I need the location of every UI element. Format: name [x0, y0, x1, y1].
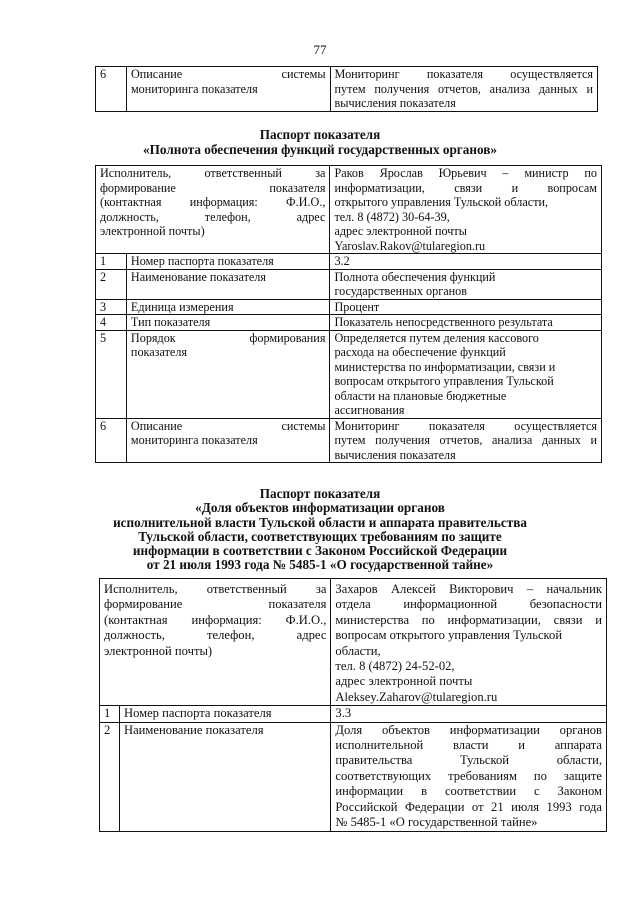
row-label: Описание системы мониторинга показателя: [126, 67, 330, 112]
executor-label: Исполнитель, ответственный за формирование показателя (контактная информация: Ф.И.О., должность, телефон, адрес электронной почты): [96, 166, 330, 254]
table-row: 4 Тип показателя Показатель непосредственного результата: [96, 315, 602, 331]
executor-row: [100, 579, 607, 706]
row-number: 6: [96, 67, 127, 112]
page-number: 77: [313, 42, 327, 57]
table-row: 5 Порядок формирования показателя Определяется путем деления кассового расхода на обеспечение функций министерства по информатизации, связи и вопросам открытого управления Тульской области на плановые бюджетные ассигнования: [96, 330, 602, 418]
table-row: 1 Номер паспорта показателя 3.3: [100, 706, 607, 722]
table-row: 1 Номер паспорта показателя 3.2: [96, 254, 602, 270]
table-row: 6 Описание системы мониторинга показателя Мониторинг показателя осуществляется путем получения отчетов, анализа данных и вычисления показателя: [96, 418, 602, 463]
executor-row: [96, 166, 602, 254]
executor-value: Раков Ярослав Юрьевич – министр по информатизации, связи и вопросам открытого управления Тульской области, тел. 8 (4872) 30-64-39, адрес электронной почты Yaroslav.Rakov@tularegion.ru: [330, 166, 602, 254]
table-row: [96, 67, 598, 112]
passport1-title: Паспорт показателя «Полнота обеспечения функций государственных органов»: [143, 127, 497, 157]
table-row: 3 Единица измерения Процент: [96, 299, 602, 315]
continuation-table: [95, 66, 598, 112]
table-row: 2 Наименование показателя Полнота обеспечения функций государственных органов: [96, 269, 602, 299]
table-row: 2 Наименование показателя Доля объектов информатизации органов исполнительной власти и аппарата правительства Тульской области, соответствующих требованиям по защите информации в соответствии с Законом Российской Федерации от 21 июля 1993 года № 5485-1 «О государственной тайне»: [100, 722, 607, 831]
passport2-title: Паспорт показателя «Доля объектов информатизации органов исполнительной власти Тульской области и аппарата правительства Тульской области, соответствующих требованиям по защите информации в соответствии с Законом Российской Федерации от 21 июля 1993 года № 5485-1 «О государственной тайне»: [113, 486, 527, 573]
passport2-table: [99, 578, 607, 832]
passport1-table: [95, 165, 602, 463]
row-value: Мониторинг показателя осуществляется путем получения отчетов, анализа данных и вычисления показателя: [330, 67, 597, 112]
executor-value: Захаров Алексей Викторович – начальник отдела информационной безопасности министерства по информатизации, связи и вопросам открытого управления Тульской области, тел. 8 (4872) 24-52-02, адрес электронной почты Aleksey.Zaharov@tularegion.ru: [331, 579, 607, 706]
executor-label: Исполнитель, ответственный за формирование показателя (контактная информация: Ф.И.О., должность, телефон, адрес электронной почты): [100, 579, 331, 706]
